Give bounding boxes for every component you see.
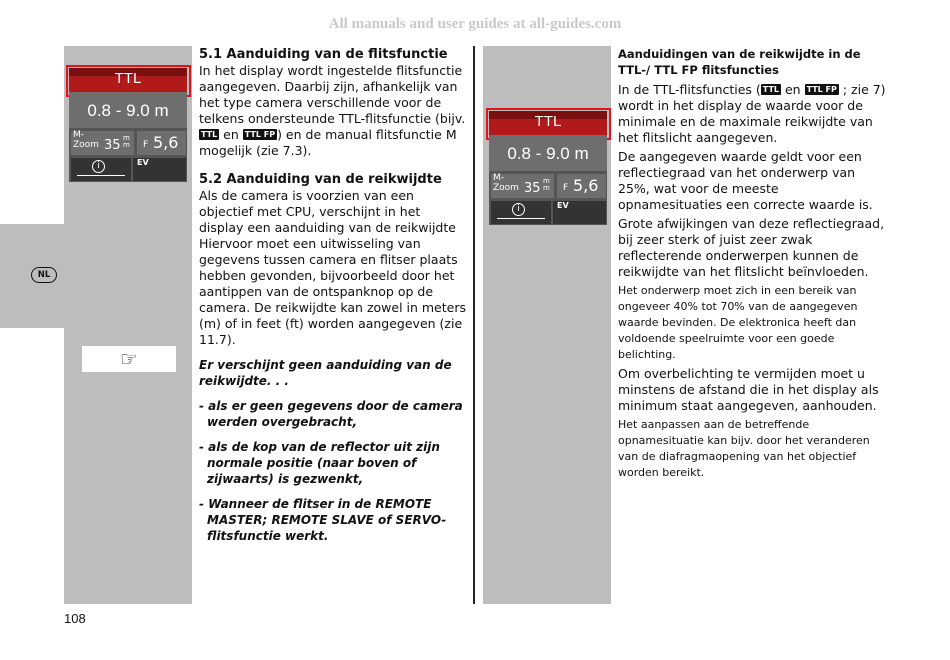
range-readout: 0.8 - 9.0 m (87, 101, 169, 120)
flash-display-illustration (69, 68, 187, 182)
note-item: - als er geen gegevens door de camera werden overgebracht, (199, 399, 463, 429)
ttl-fp-badge: TTL FP (244, 130, 276, 139)
ttl-mode-label: TTL (114, 70, 142, 87)
column-divider (473, 46, 475, 604)
info-icon: i (92, 160, 105, 173)
section-title-5-2: 5.2 Aanduiding van de reikwijdte (199, 172, 442, 187)
pointing-hand-icon: ☞ (120, 347, 138, 371)
section-5-2-paragraph-1: Als de camera is voorzien van een objectief met CPU, verschijnt in het display een aanduiding van de reikwijdte (199, 188, 456, 235)
zoom-unit: m m (543, 177, 550, 192)
section-5-1-paragraph: In het display wordt ingestelde flitsfunctie aangegeven. Daarbij zijn, afhankelijk van het type camera verschillende voor de telkens ondersteunde TTL-flitsfunctie (bijv.TTL en TTL FP ) en de manual flitsfunctie M mogelijk (zie 7.3). (199, 63, 466, 158)
aperture-value: 5,6 (573, 176, 599, 195)
info-underline (77, 175, 125, 176)
range-paragraph-2: De aangegeven waarde geldt voor een reflectiegraad van het onderwerp van 25%, wat voor de meeste opnamesituaties een correcte waarde is. (618, 149, 873, 212)
watermark: All manuals and user guides at all-guides.com (328, 16, 622, 32)
ev-label: EV (557, 201, 569, 210)
page-number: 108 (64, 611, 86, 626)
note-item: - als de kop van de reflector uit zijn normale positie (naar boven of zijwaarts) is gezwenkt, (199, 440, 440, 486)
note-item: - Wanneer de flitser in de REMOTE MASTER; REMOTE SLAVE of SERVO-flitsfunctie werkt. (199, 497, 447, 543)
flash-display-illustration-2 (489, 111, 607, 225)
info-icon: i (512, 203, 525, 216)
range-paragraph-1: In de TTL-flitsfuncties ( TTL en TTL FP ; zie 7) wordt in het display de waarde voor de minimale en de maximale reikwijdte van het flitslicht aangegeven. (618, 82, 886, 145)
range-readout: 0.8 - 9.0 m (507, 144, 589, 163)
range-paragraph-5: Om overbelichting te vermijden moet u minstens de afstand die in het display als minimum staat aangegeven, aanhouden. (618, 366, 879, 413)
zoom-value: 35 (104, 138, 121, 153)
zoom-mode-label: M- Zoom (73, 130, 99, 150)
zoom-mode-label: M- Zoom (493, 173, 519, 193)
range-indication-title: Aanduidingen van de reikwijdte in de TTL-/ TTL FP flitsfuncties (618, 47, 861, 77)
range-paragraph-6: Het aanpassen aan de betreffende opnamesituatie kan bijv. door het veranderen van de diafragmaopening van het objectief worden bereikt. (618, 418, 870, 479)
right-text-column (618, 46, 886, 481)
ttl-fp-badge: TTL FP (806, 85, 837, 94)
aperture-label: F (143, 140, 149, 150)
zoom-unit: m m (123, 134, 130, 149)
zoom-value: 35 (524, 181, 541, 196)
info-underline (497, 218, 545, 219)
aperture-label: F (563, 183, 569, 193)
aperture-value: 5,6 (153, 133, 179, 152)
section-5-2-paragraph-2: Hiervoor moet een uitwisseling van gegevens tussen camera en flitser plaats hebben gevonden, bijvoorbeeld door het aantippen van de ontspanknop op de camera. De reikwijdte kan zowel in meters (m) of in feet (ft) worden aangegeven (zie 11.7). (199, 236, 466, 347)
ttl-badge: TTL (762, 85, 779, 94)
language-badge: NL (31, 267, 57, 283)
note-title: Er verschijnt geen aanduiding van de reikwijdte. . . (199, 358, 452, 388)
ttl-mode-label: TTL (534, 113, 562, 130)
section-title-5-1: 5.1 Aanduiding van de flitsfunctie (199, 47, 448, 62)
range-paragraph-4: Het onderwerp moet zich in een bereik van ongeveer 40% tot 70% van de aangegeven waarde bevinden. De elektronica heeft dan voldoende speelruimte voor een goede belichting. (618, 284, 858, 361)
left-text-column (199, 46, 467, 544)
ev-label: EV (137, 158, 149, 167)
range-paragraph-3: Grote afwijkingen van deze reflectiegraad, bij zeer sterk of juist zeer zwak reflecterende onderwerpen kunnen de reikwijdte van het flitslicht beïnvloeden. (618, 216, 885, 279)
ttl-badge: TTL (201, 130, 218, 139)
